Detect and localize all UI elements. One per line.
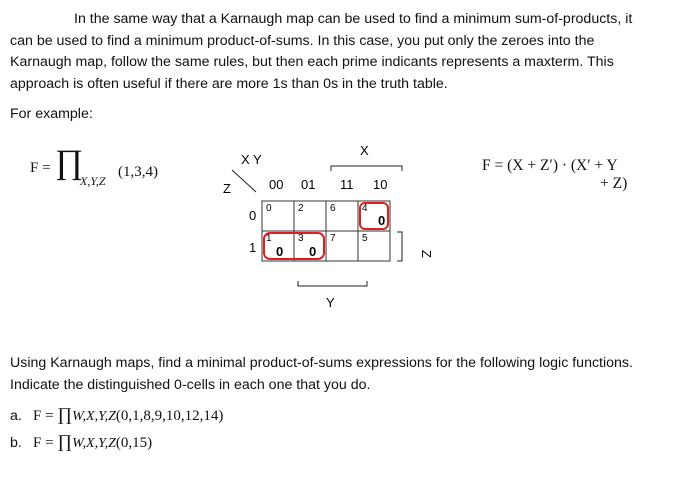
kmap-cell-index: 5: [362, 233, 368, 244]
list-item: [10, 404, 223, 431]
problem-list: [10, 404, 223, 458]
kmap-y-label: Y: [326, 295, 335, 310]
kmap-row-header-1: 1: [249, 240, 257, 255]
kmap-cell-value: 0: [309, 244, 317, 259]
intro-line-2: can be used to find a minimum product-of-sums. In this case, you put only the zeroes into the: [10, 32, 595, 49]
kmap-cell-index: 3: [298, 233, 304, 244]
kmap-cell-index: 4: [362, 203, 368, 214]
question-paragraph: [10, 352, 682, 396]
item-subscript: W,X,Y,Z: [72, 436, 116, 451]
product-symbol: ∏: [57, 404, 73, 424]
kmap-col-header-11: 11: [340, 177, 354, 192]
right-equation-line-1: F = (X + Z′) · (X′ + Y: [482, 157, 618, 174]
kmap-diagonal: [232, 170, 256, 192]
kmap-col-header-10: 10: [373, 177, 388, 192]
intro-line-3: Karnaugh map, follow the same rules, but then each prime indicants represents a maxterm. This: [10, 54, 614, 70]
kmap-cell-index: 7: [330, 233, 336, 244]
kmap-cell-index: 6: [330, 203, 336, 214]
question-line-1: Using Karnaugh maps, find a minimal product-of-sums expressions for the following logic functions.: [10, 355, 633, 371]
kmap-z-right-label: Z: [419, 250, 434, 258]
example-label: For example:: [10, 106, 93, 122]
left-equation-args: (1,3,4): [118, 164, 158, 180]
item-label: b.: [10, 435, 22, 451]
kmap-cell-value: 0: [378, 213, 386, 228]
left-equation-subscript: X,Y,Z: [80, 174, 106, 188]
item-args: (0,15): [115, 435, 153, 451]
kmap-col-header-01: 01: [301, 177, 316, 192]
kmap-cell-index: 0: [266, 203, 272, 214]
kmap-y-bracket: [298, 281, 367, 286]
kmap-x-label: X: [360, 143, 369, 158]
right-equation-line-2: + Z): [600, 175, 628, 192]
product-symbol: ∏: [55, 144, 83, 181]
intro-line-1: In the same way that a Karnaugh map can be used to find a minimum sum-of-products, it: [74, 11, 633, 27]
kmap-z-label: Z: [223, 181, 231, 196]
kmap-cell-index: 2: [298, 203, 304, 214]
kmap-xy-label: X Y: [241, 152, 262, 167]
item-subscript: W,X,Y,Z: [72, 409, 116, 424]
item-args: (0,1,8,9,10,12,14): [115, 408, 224, 424]
kmap-col-header-00: 00: [269, 177, 284, 192]
left-equation-lhs: F =: [30, 160, 51, 176]
question-line-2: Indicate the distinguished 0-cells in each one that you do.: [10, 377, 371, 393]
kmap-z-bracket: [397, 232, 402, 261]
product-symbol: ∏: [57, 431, 73, 451]
kmap-row-header-0: 0: [249, 208, 257, 223]
item-label: a.: [10, 408, 22, 424]
intro-line-4: approach is often useful if there are more 1s than 0s in the truth table.: [10, 75, 448, 92]
item-lhs: F =: [33, 408, 58, 424]
list-item: [10, 431, 223, 458]
kmap-cell-index: 1: [266, 233, 272, 244]
kmap-x-bracket: [331, 166, 402, 171]
kmap-cell-value: 0: [276, 244, 284, 259]
item-lhs: F =: [33, 435, 58, 451]
